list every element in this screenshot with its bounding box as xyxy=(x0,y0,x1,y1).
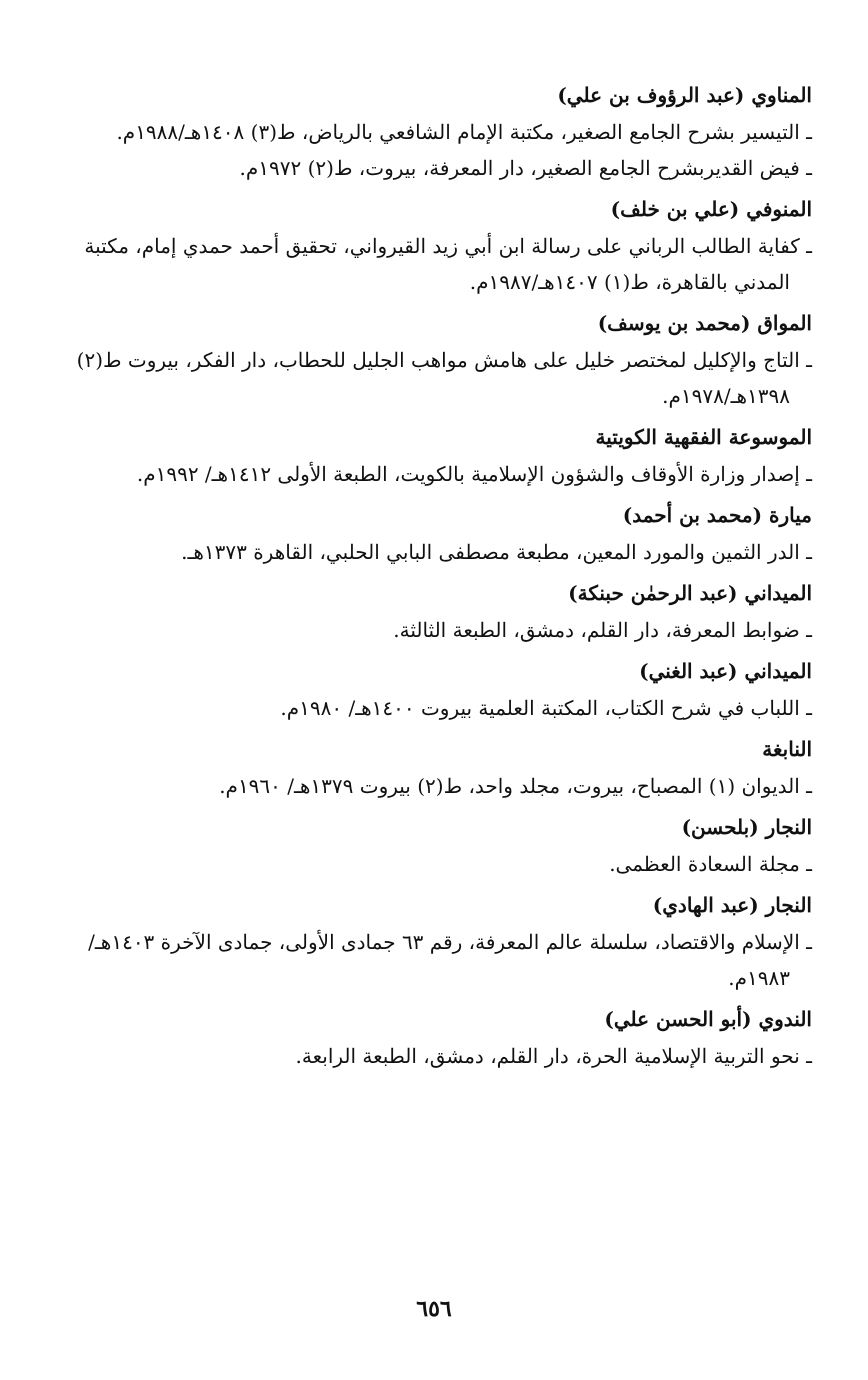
reference-item: ـ فيض القديربشرح الجامع الصغير، دار المعرفة، بيروت، ط(٢) ١٩٧٢م. xyxy=(239,156,812,180)
bibliography-entry xyxy=(58,500,812,570)
reference-item: ـ الدر الثمين والمورد المعين، مطبعة مصطفى البابي الحلبي، القاهرة ١٣٧٣هـ. xyxy=(181,540,812,564)
page-number: ٦٥٦ xyxy=(416,1296,452,1322)
reference-item: ـ إصدار وزارة الأوقاف والشؤون الإسلامية بالكويت، الطبعة الأولى ١٤١٢هـ/ ١٩٩٢م. xyxy=(136,462,812,486)
bibliography-entry xyxy=(58,1004,812,1074)
bibliography-entry xyxy=(58,194,812,300)
author-heading: ميارة (محمد بن أحمد) xyxy=(622,503,812,527)
reference-item: ـ الديوان (١) المصباح، بيروت، مجلد واحد، ط(٢) بيروت ١٣٧٩هـ/ ١٩٦٠م. xyxy=(219,774,812,798)
author-heading: الندوي (أبو الحسن علي) xyxy=(604,1007,812,1031)
author-heading: الميداني (عبد الغني) xyxy=(639,659,812,683)
bibliography-list xyxy=(58,80,812,1082)
author-heading: المواق (محمد بن يوسف) xyxy=(597,311,812,335)
author-heading: المنوفي (علي بن خلف) xyxy=(610,197,812,221)
reference-item: ـ التيسير بشرح الجامع الصغير، مكتبة الإمام الشافعي بالرياض، ط(٣) ١٤٠٨هـ/١٩٨٨م. xyxy=(116,120,812,144)
bibliography-entry xyxy=(58,656,812,726)
reference-item: ـ اللباب في شرح الكتاب، المكتبة العلمية بيروت ١٤٠٠هـ/ ١٩٨٠م. xyxy=(280,696,812,720)
bibliography-entry xyxy=(58,734,812,804)
reference-item: ـ التاج والإكليل لمختصر خليل على هامش مواهب الجليل للحطاب، دار الفكر، بيروت ط(٢) ١٣٩٨هـ/١٩٧٨م. xyxy=(76,348,812,408)
bibliography-entry xyxy=(58,890,812,996)
author-heading: النجار (عبد الهادي) xyxy=(652,893,812,917)
author-heading: النجار (بلحسن) xyxy=(681,815,812,839)
author-heading: الموسوعة الفقهية الكويتية xyxy=(595,425,812,449)
bibliography-entry xyxy=(58,578,812,648)
bibliography-entry xyxy=(58,422,812,492)
reference-item: ـ ضوابط المعرفة، دار القلم، دمشق، الطبعة الثالثة. xyxy=(393,618,812,642)
author-heading: النابغة xyxy=(762,737,812,761)
reference-item: ـ مجلة السعادة العظمى. xyxy=(609,852,812,876)
bibliography-entry xyxy=(58,80,812,186)
author-heading: الميداني (عبد الرحمٰن حبنكة) xyxy=(568,581,812,605)
reference-item: ـ الإسلام والاقتصاد، سلسلة عالم المعرفة، رقم ٦٣ جمادى الأولى، جمادى الآخرة ١٤٠٣هـ/ ١٩٨٣م. xyxy=(88,930,812,990)
bibliography-entry xyxy=(58,308,812,414)
reference-item: ـ نحو التربية الإسلامية الحرة، دار القلم، دمشق، الطبعة الرابعة. xyxy=(295,1044,812,1068)
author-heading: المناوي (عبد الرؤوف بن علي) xyxy=(557,83,812,107)
bibliography-entry xyxy=(58,812,812,882)
reference-item: ـ كفاية الطالب الرباني على رسالة ابن أبي زيد القيرواني، تحقيق أحمد حمدي إمام، مكتبة المدني بالقاهرة، ط(١) ١٤٠٧هـ/١٩٨٧م. xyxy=(84,234,812,294)
